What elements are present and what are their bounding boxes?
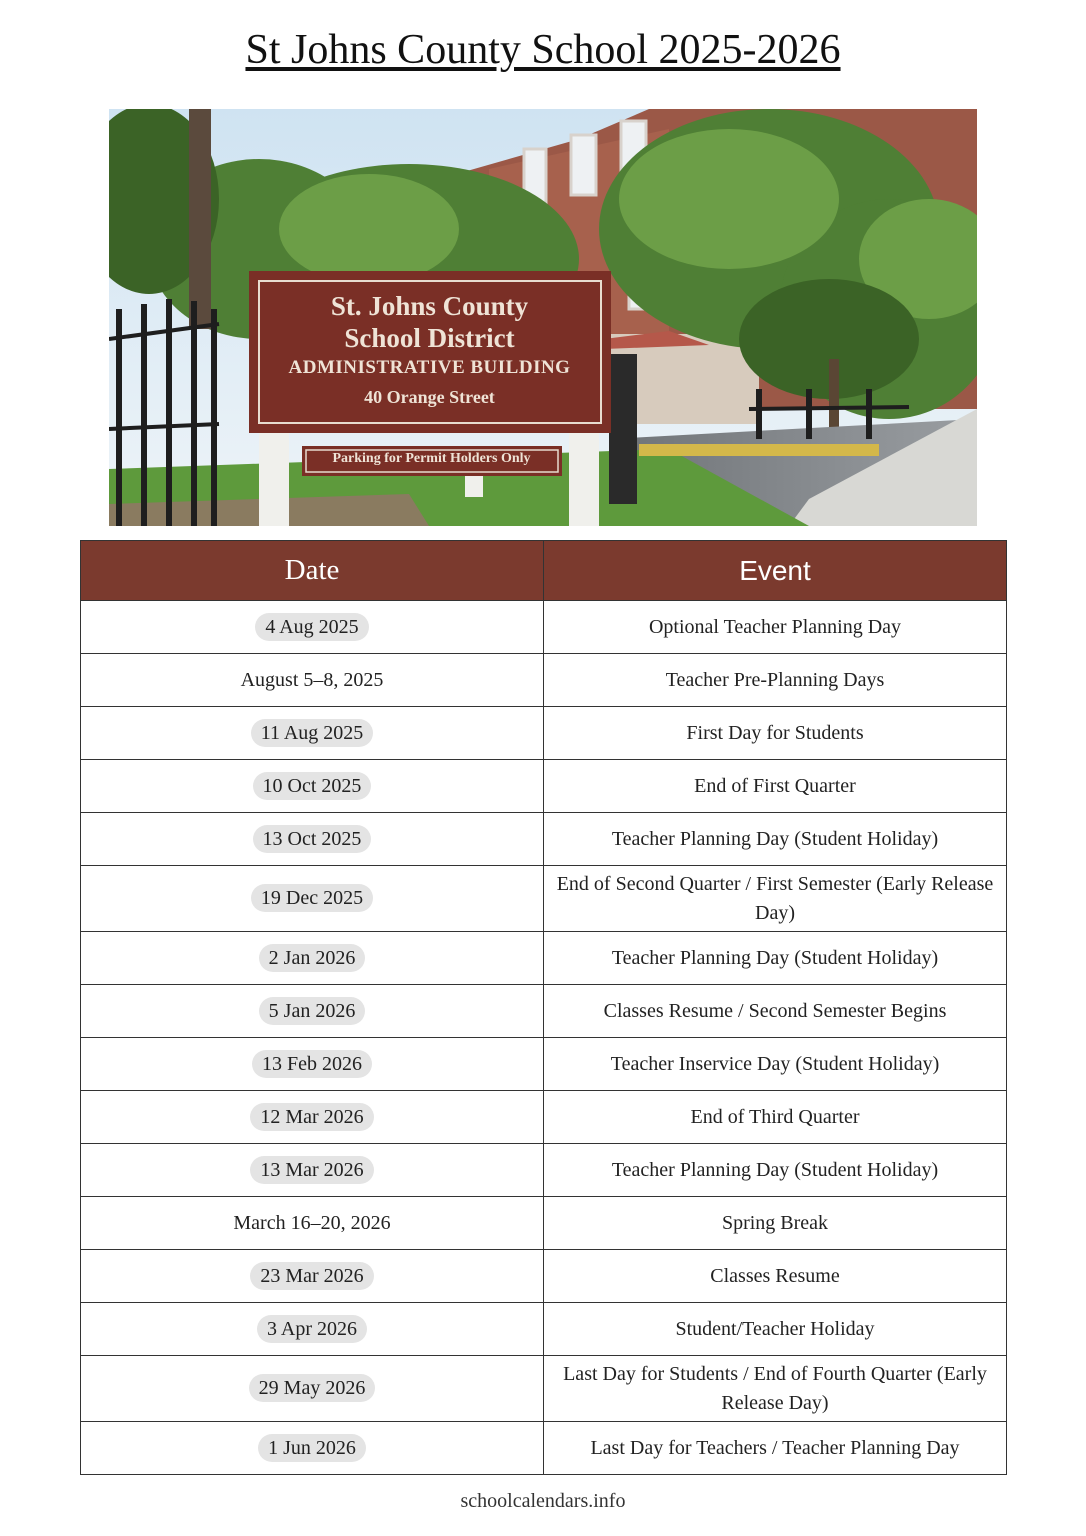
table-row xyxy=(81,813,1007,866)
date-value: 1 Jun 2026 xyxy=(258,1434,366,1462)
table-row xyxy=(81,760,1007,813)
date-cell xyxy=(81,707,544,760)
date-value: 13 Oct 2025 xyxy=(253,825,372,853)
date-cell xyxy=(81,1091,544,1144)
date-cell xyxy=(81,760,544,813)
date-value: 3 Apr 2026 xyxy=(257,1315,367,1343)
event-cell: Spring Break xyxy=(544,1197,1007,1250)
table-body xyxy=(81,601,1007,1475)
table-row xyxy=(81,1144,1007,1197)
page-title: St Johns County School 2025-2026 xyxy=(245,27,841,73)
event-cell: Classes Resume xyxy=(544,1250,1007,1303)
event-cell: Student/Teacher Holiday xyxy=(544,1303,1007,1356)
date-value: March 16–20, 2026 xyxy=(233,1211,391,1234)
date-value: 12 Mar 2026 xyxy=(250,1103,373,1131)
column-header-event: Event xyxy=(544,541,1007,601)
event-cell: End of First Quarter xyxy=(544,760,1007,813)
table-row xyxy=(81,1197,1007,1250)
sign-line-2: School District xyxy=(344,323,515,353)
date-value: 2 Jan 2026 xyxy=(259,944,366,972)
date-value: 13 Mar 2026 xyxy=(250,1156,373,1184)
table-row xyxy=(81,601,1007,654)
date-value: 19 Dec 2025 xyxy=(251,884,373,912)
parking-sign-text: Parking for Permit Holders Only xyxy=(332,451,531,466)
date-value: 11 Aug 2025 xyxy=(251,719,374,747)
event-cell: Teacher Planning Day (Student Holiday) xyxy=(544,1144,1007,1197)
event-cell: Optional Teacher Planning Day xyxy=(544,601,1007,654)
date-cell xyxy=(81,1356,544,1422)
date-cell xyxy=(81,1303,544,1356)
event-cell: First Day for Students xyxy=(544,707,1007,760)
sign-line-1: St. Johns County xyxy=(330,291,529,321)
table-header-row xyxy=(81,541,1007,601)
table-row xyxy=(81,1303,1007,1356)
event-cell: End of Second Quarter / First Semester (Early Release Day) xyxy=(544,866,1007,932)
table-row xyxy=(81,985,1007,1038)
table-row xyxy=(81,654,1007,707)
date-cell xyxy=(81,1038,544,1091)
table-row xyxy=(81,1091,1007,1144)
date-cell xyxy=(81,813,544,866)
date-cell xyxy=(81,1250,544,1303)
event-cell: Teacher Planning Day (Student Holiday) xyxy=(544,932,1007,985)
event-cell: Last Day for Teachers / Teacher Planning Day xyxy=(544,1422,1007,1475)
date-value: 13 Feb 2026 xyxy=(252,1050,372,1078)
calendar-table xyxy=(80,540,1007,1475)
table-row xyxy=(81,932,1007,985)
date-value: 10 Oct 2025 xyxy=(253,772,372,800)
sign-line-4: 40 Orange Street xyxy=(364,387,495,407)
event-cell: Teacher Pre-Planning Days xyxy=(544,654,1007,707)
date-value: August 5–8, 2025 xyxy=(240,668,384,691)
table-row xyxy=(81,1038,1007,1091)
date-cell xyxy=(81,932,544,985)
date-value: 5 Jan 2026 xyxy=(259,997,366,1025)
sign-text xyxy=(262,290,597,412)
event-cell: Teacher Inservice Day (Student Holiday) xyxy=(544,1038,1007,1091)
table-row xyxy=(81,1356,1007,1422)
event-cell: Classes Resume / Second Semester Begins xyxy=(544,985,1007,1038)
date-value: 4 Aug 2025 xyxy=(255,613,368,641)
date-cell xyxy=(81,601,544,654)
sign-line-3: ADMINISTRATIVE BUILDING xyxy=(288,357,571,378)
table-row xyxy=(81,866,1007,932)
event-cell: Teacher Planning Day (Student Holiday) xyxy=(544,813,1007,866)
table-row xyxy=(81,707,1007,760)
date-cell xyxy=(81,1197,544,1250)
event-cell: Last Day for Students / End of Fourth Quarter (Early Release Day) xyxy=(544,1356,1007,1422)
table-row xyxy=(81,1422,1007,1475)
date-cell xyxy=(81,1422,544,1475)
date-value: 23 Mar 2026 xyxy=(250,1262,373,1290)
column-header-date: Date xyxy=(81,541,544,601)
footer-source: schoolcalendars.info xyxy=(460,1490,626,1512)
date-cell xyxy=(81,985,544,1038)
date-cell xyxy=(81,1144,544,1197)
event-cell: End of Third Quarter xyxy=(544,1091,1007,1144)
date-cell xyxy=(81,866,544,932)
table-row xyxy=(81,1250,1007,1303)
date-cell xyxy=(81,654,544,707)
date-value: 29 May 2026 xyxy=(249,1374,376,1402)
